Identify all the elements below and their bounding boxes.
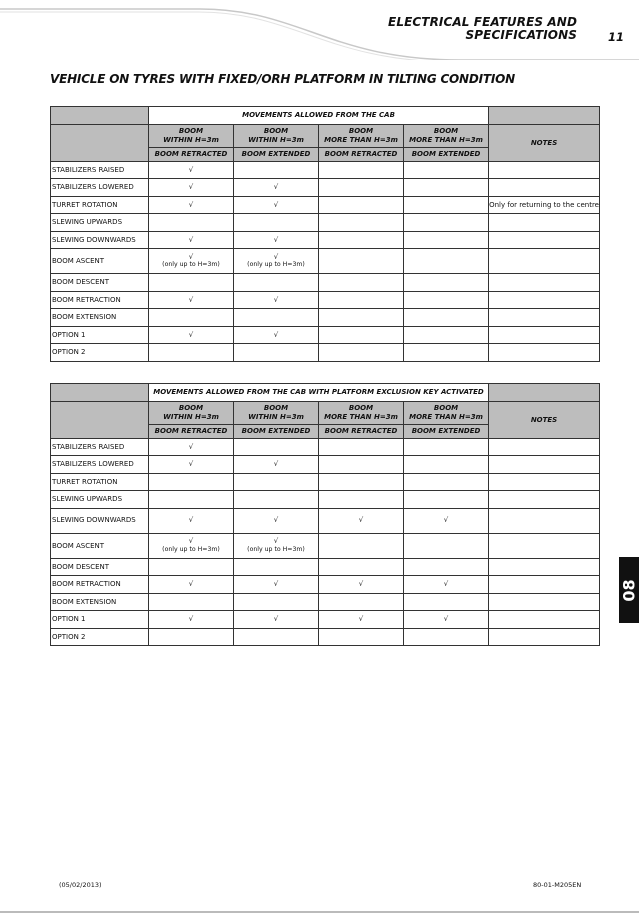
note-cell (489, 179, 600, 197)
check-mark: √ (273, 252, 279, 261)
col-header: BOOM WITHIN H=3m (234, 401, 319, 424)
col-header: BOOM MORE THAN H=3m (319, 124, 404, 147)
row-label-header (51, 401, 149, 438)
check-cell (319, 473, 404, 491)
row-label: BOOM DESCENT (51, 274, 149, 292)
row-label: BOOM RETRACTION (51, 576, 149, 594)
check-cell (404, 508, 489, 533)
table-body (51, 438, 600, 646)
table-caption: MOVEMENTS ALLOWED FROM THE CAB (149, 107, 489, 125)
check-mark: √ (358, 580, 364, 588)
notes-header: NOTES (489, 124, 600, 161)
row-label: TURRET ROTATION (51, 473, 149, 491)
table-row (51, 508, 600, 533)
check-cell (319, 179, 404, 197)
check-cell (149, 249, 234, 274)
check-cell (234, 558, 319, 576)
check-cell (319, 344, 404, 362)
check-cell (234, 438, 319, 456)
check-cell (234, 249, 319, 274)
check-cell (319, 491, 404, 509)
check-cell (234, 491, 319, 509)
page-number: 11 (608, 30, 625, 44)
movements-table-cab (50, 106, 600, 362)
check-cell (149, 491, 234, 509)
col-subheader: BOOM RETRACTED (149, 147, 234, 161)
check-cell (149, 274, 234, 292)
row-label: BOOM ASCENT (51, 533, 149, 558)
col-header: BOOM MORE THAN H=3m (404, 401, 489, 424)
table-row (51, 214, 600, 232)
cell-note: (only up to H=3m) (247, 261, 305, 268)
check-cell (404, 611, 489, 629)
check-mark: √ (273, 295, 279, 304)
check-cell (234, 326, 319, 344)
note-cell (489, 558, 600, 576)
check-cell (234, 344, 319, 362)
check-mark: √ (188, 165, 194, 174)
check-mark: √ (273, 330, 279, 339)
check-cell (149, 576, 234, 594)
col-subheader: BOOM RETRACTED (319, 424, 404, 438)
check-mark: √ (273, 460, 279, 468)
table-row (51, 558, 600, 576)
check-cell (149, 558, 234, 576)
note-cell (489, 473, 600, 491)
table-row (51, 161, 600, 179)
check-cell (404, 438, 489, 456)
check-mark: √ (188, 442, 194, 451)
check-cell (404, 309, 489, 327)
check-cell (234, 179, 319, 197)
check-cell (149, 326, 234, 344)
check-cell (234, 473, 319, 491)
row-label: STABILIZERS LOWERED (51, 179, 149, 197)
check-cell (149, 438, 234, 456)
check-cell (404, 593, 489, 611)
note-cell (489, 576, 600, 594)
check-cell (149, 344, 234, 362)
note-cell (489, 628, 600, 646)
check-cell (404, 179, 489, 197)
note-cell (489, 161, 600, 179)
footer-rule (0, 911, 639, 913)
check-cell (319, 628, 404, 646)
check-mark: √ (273, 235, 279, 244)
table-row (51, 473, 600, 491)
check-mark: √ (188, 537, 194, 545)
check-cell (234, 231, 319, 249)
check-cell (319, 558, 404, 576)
check-cell (149, 473, 234, 491)
check-cell (234, 161, 319, 179)
table-row (51, 309, 600, 327)
note-cell (489, 593, 600, 611)
check-mark: √ (188, 516, 194, 525)
section-tab-label: 08 (619, 578, 639, 602)
row-label: OPTION 2 (51, 628, 149, 646)
table-row (51, 576, 600, 594)
check-cell (149, 611, 234, 629)
table-row (51, 456, 600, 474)
row-label: BOOM EXTENSION (51, 593, 149, 611)
footer-date: (05/02/2013) (59, 881, 102, 889)
check-cell (234, 291, 319, 309)
table-row (51, 533, 600, 558)
check-mark: √ (188, 200, 194, 209)
movements-table-exclusion-key (50, 383, 600, 646)
check-cell (404, 291, 489, 309)
cell-note: (only up to H=3m) (162, 261, 220, 268)
col-subheader: BOOM EXTENDED (234, 147, 319, 161)
check-cell (234, 628, 319, 646)
check-cell (319, 508, 404, 533)
table-corner-right (489, 107, 600, 125)
table-row (51, 274, 600, 292)
check-cell (234, 456, 319, 474)
note-cell (489, 508, 600, 533)
table-row (51, 291, 600, 309)
col-subheader: BOOM EXTENDED (234, 424, 319, 438)
note-cell (489, 309, 600, 327)
check-cell (404, 231, 489, 249)
check-mark: √ (358, 516, 364, 525)
check-mark: √ (273, 580, 279, 588)
check-mark: √ (188, 330, 194, 339)
check-cell (319, 326, 404, 344)
col-subheader: BOOM RETRACTED (319, 147, 404, 161)
note-cell (489, 533, 600, 558)
check-mark: √ (443, 615, 449, 623)
check-cell (234, 196, 319, 214)
check-cell (404, 456, 489, 474)
notes-header: NOTES (489, 401, 600, 438)
row-label: SLEWING UPWARDS (51, 214, 149, 232)
check-cell (234, 274, 319, 292)
cell-note: (only up to H=3m) (247, 545, 305, 553)
check-cell (149, 508, 234, 533)
row-label: STABILIZERS RAISED (51, 161, 149, 179)
col-header: BOOM WITHIN H=3m (149, 124, 234, 147)
row-label-header (51, 124, 149, 161)
note-cell (489, 231, 600, 249)
check-cell (234, 533, 319, 558)
check-cell (319, 611, 404, 629)
check-cell (149, 456, 234, 474)
section-header (388, 16, 577, 42)
check-cell (149, 309, 234, 327)
col-header: BOOM MORE THAN H=3m (319, 401, 404, 424)
col-header: BOOM MORE THAN H=3m (404, 124, 489, 147)
table-row (51, 249, 600, 274)
row-label: TURRET ROTATION (51, 196, 149, 214)
check-cell (149, 231, 234, 249)
table-row (51, 179, 600, 197)
check-cell (319, 161, 404, 179)
check-cell (404, 344, 489, 362)
check-cell (149, 214, 234, 232)
check-cell (319, 576, 404, 594)
check-cell (404, 533, 489, 558)
col-subheader: BOOM EXTENDED (404, 147, 489, 161)
check-cell (149, 593, 234, 611)
check-mark: √ (273, 615, 279, 623)
check-cell (404, 249, 489, 274)
col-header: BOOM WITHIN H=3m (149, 401, 234, 424)
check-cell (319, 309, 404, 327)
table-row (51, 326, 600, 344)
check-cell (404, 274, 489, 292)
row-label: BOOM RETRACTION (51, 291, 149, 309)
note-cell (489, 611, 600, 629)
table-row (51, 438, 600, 456)
check-cell (149, 533, 234, 558)
check-mark: √ (188, 295, 194, 304)
check-mark: √ (358, 615, 364, 623)
check-cell (404, 473, 489, 491)
check-cell (319, 593, 404, 611)
check-cell (234, 576, 319, 594)
check-cell (149, 161, 234, 179)
note-cell (489, 438, 600, 456)
table-corner (51, 107, 149, 125)
table-corner (51, 384, 149, 402)
check-mark: √ (188, 460, 194, 468)
check-mark: √ (188, 615, 194, 623)
col-subheader: BOOM EXTENDED (404, 424, 489, 438)
table-row (51, 491, 600, 509)
note-cell (489, 274, 600, 292)
check-mark: √ (273, 183, 279, 191)
check-cell (234, 309, 319, 327)
col-header: BOOM WITHIN H=3m (234, 124, 319, 147)
row-label: OPTION 2 (51, 344, 149, 362)
check-cell (404, 214, 489, 232)
table-row (51, 593, 600, 611)
note-cell (489, 456, 600, 474)
check-cell (234, 508, 319, 533)
note-cell (489, 214, 600, 232)
check-cell (319, 214, 404, 232)
note-cell (489, 344, 600, 362)
check-cell (404, 576, 489, 594)
check-mark: √ (273, 200, 279, 209)
note-cell: Only for returning to the centre (489, 196, 600, 214)
row-label: SLEWING UPWARDS (51, 491, 149, 509)
note-cell (489, 249, 600, 274)
row-label: STABILIZERS RAISED (51, 438, 149, 456)
table-row (51, 231, 600, 249)
table-row (51, 344, 600, 362)
row-label: BOOM DESCENT (51, 558, 149, 576)
check-cell (234, 214, 319, 232)
check-cell (319, 533, 404, 558)
check-mark: √ (273, 516, 279, 525)
check-cell (404, 491, 489, 509)
check-mark: √ (188, 183, 194, 191)
check-cell (319, 274, 404, 292)
section-header-line2: SPECIFICATIONS (465, 28, 577, 42)
row-label: STABILIZERS LOWERED (51, 456, 149, 474)
note-cell (489, 291, 600, 309)
check-cell (149, 196, 234, 214)
row-label: BOOM ASCENT (51, 249, 149, 274)
check-cell (404, 558, 489, 576)
check-cell (149, 628, 234, 646)
row-label: OPTION 1 (51, 611, 149, 629)
table-corner-right (489, 384, 600, 402)
check-mark: √ (188, 252, 194, 261)
check-mark: √ (443, 580, 449, 588)
check-mark: √ (188, 580, 194, 588)
table-row (51, 628, 600, 646)
check-mark: √ (188, 235, 194, 244)
check-cell (149, 291, 234, 309)
table-row (51, 611, 600, 629)
check-cell (319, 456, 404, 474)
check-cell (319, 196, 404, 214)
note-cell (489, 326, 600, 344)
check-cell (404, 196, 489, 214)
check-cell (319, 231, 404, 249)
check-mark: √ (443, 516, 449, 525)
section-header-line1: ELECTRICAL FEATURES AND (388, 15, 577, 29)
table-row (51, 196, 600, 214)
check-cell (149, 179, 234, 197)
check-cell (319, 438, 404, 456)
check-cell (319, 291, 404, 309)
check-cell (234, 593, 319, 611)
row-label: SLEWING DOWNWARDS (51, 508, 149, 533)
cell-note: (only up to H=3m) (162, 545, 220, 553)
table-caption: MOVEMENTS ALLOWED FROM THE CAB WITH PLATFORM EXCLUSION KEY ACTIVATED (149, 384, 489, 402)
check-cell (319, 249, 404, 274)
row-label: SLEWING DOWNWARDS (51, 231, 149, 249)
check-cell (404, 326, 489, 344)
check-cell (234, 611, 319, 629)
row-label: BOOM EXTENSION (51, 309, 149, 327)
note-cell (489, 491, 600, 509)
table-body (51, 161, 600, 361)
page-title: VEHICLE ON TYRES WITH FIXED/ORH PLATFORM IN TILTING CONDITION (50, 72, 516, 86)
col-subheader: BOOM RETRACTED (149, 424, 234, 438)
check-cell (404, 628, 489, 646)
row-label: OPTION 1 (51, 326, 149, 344)
check-cell (404, 161, 489, 179)
check-mark: √ (273, 537, 279, 545)
footer-code: 80-01-M205EN (533, 881, 582, 889)
